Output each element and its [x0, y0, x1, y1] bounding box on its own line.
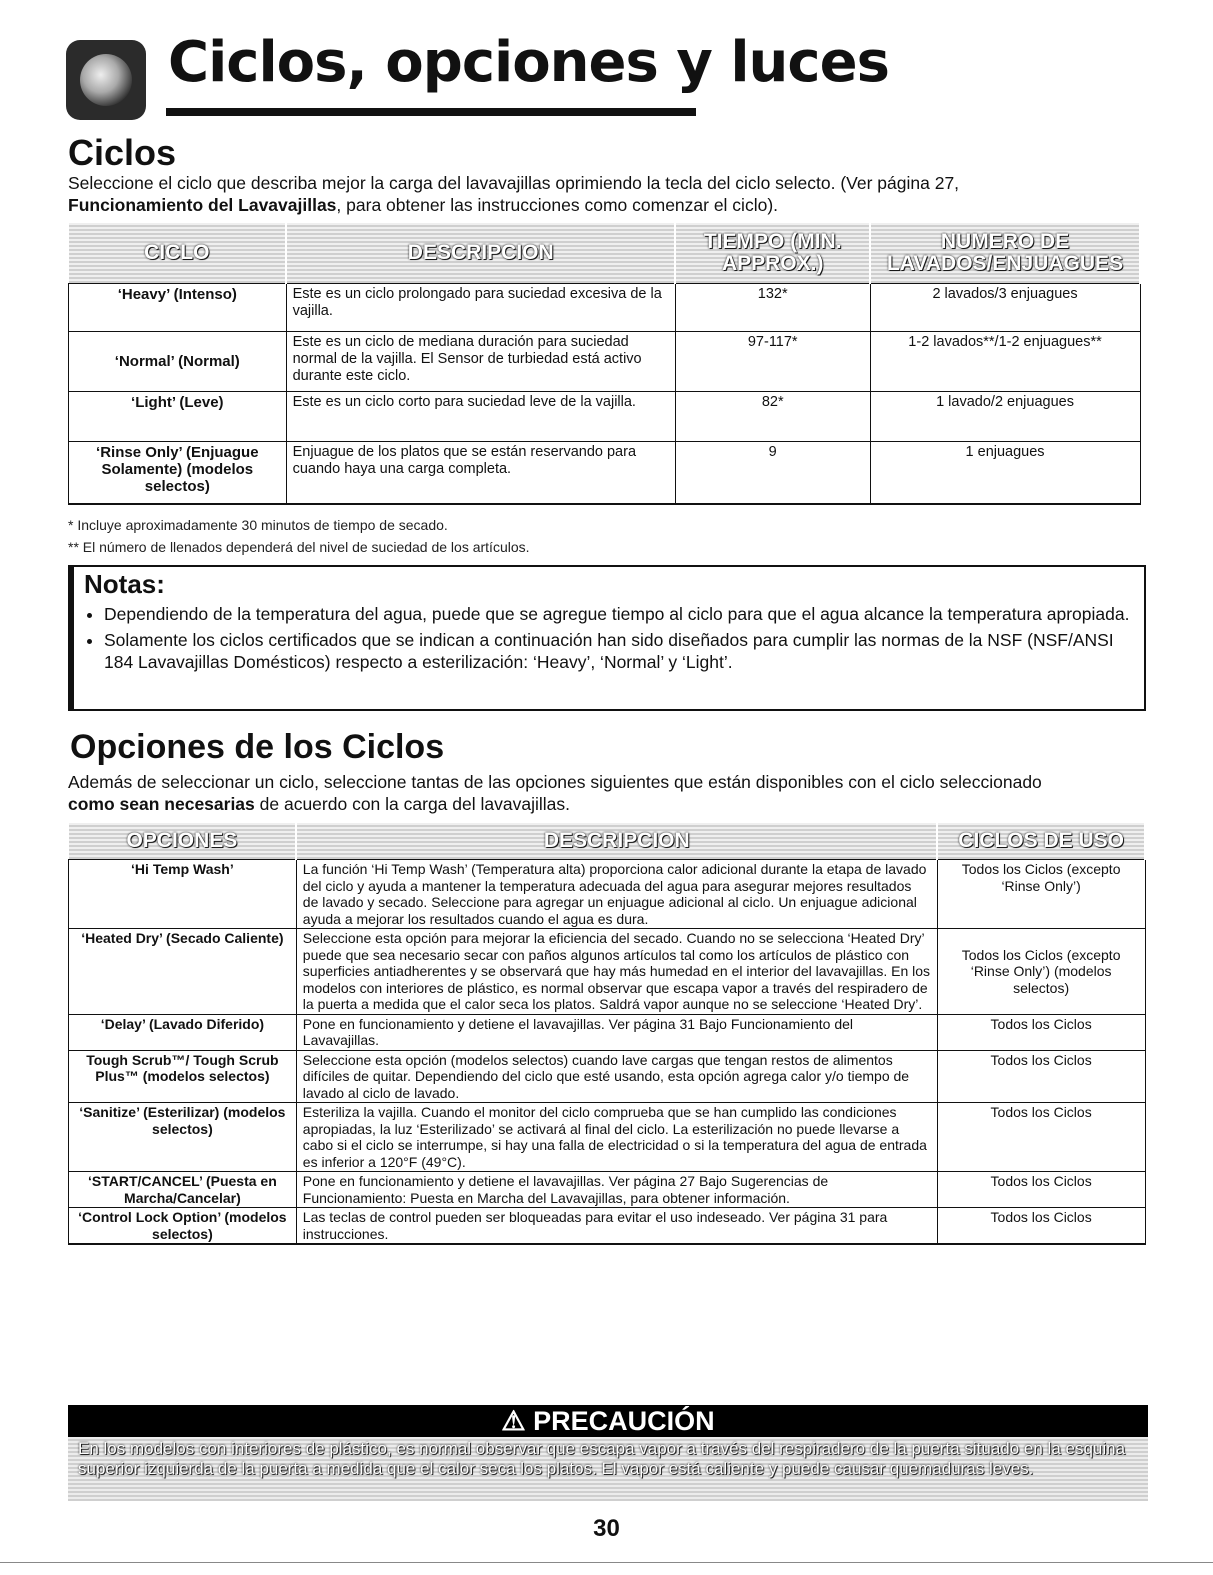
option-description: Esteriliza la vajilla. Cuando el monitor del ciclo comprueba que se han cumplido las condiciones apropiadas, la luz ‘Esterilizado’ se activará al final del ciclo. La esterilización no puede llevarse a cabo si el ciclo se interrumpe, si hay una falla de electricidad o si la temperatura del agua de entrada es inferior a 120°F (49°C). [296, 1103, 937, 1172]
cycle-washes: 1 lavado/2 enjuagues [870, 392, 1140, 442]
cycle-washes: 2 lavados/3 enjuagues [870, 284, 1140, 332]
cycle-name: ‘Rinse Only’ (Enjuague Solamente) (modelos selectos) [69, 442, 287, 504]
option-description: Las teclas de control pueden ser bloqueadas para evitar el uso indeseado. Ver página 31 para instrucciones. [296, 1208, 937, 1245]
caution-title: ⚠ PRECAUCIÓN [68, 1405, 1148, 1437]
notes-list [82, 603, 1144, 677]
option-cycles: Todos los Ciclos [937, 1103, 1145, 1172]
table-row [69, 332, 1141, 392]
cycles-table [68, 223, 1141, 505]
cycle-time: 132* [675, 284, 870, 332]
options-intro-text-2: de acuerdo con la carga del lavavajillas. [254, 794, 570, 814]
cycle-washes: 1 enjuagues [870, 442, 1140, 504]
cycle-washes: 1-2 lavados**/1-2 enjuagues** [870, 332, 1140, 392]
table-row [69, 442, 1141, 504]
option-cycles: Todos los Ciclos [937, 1050, 1145, 1103]
col-header-washes: NUMERO DE LAVADOS/ENJUAGUES [870, 223, 1140, 284]
option-cycles: Todos los Ciclos [937, 1208, 1145, 1245]
option-name: ‘Heated Dry’ (Secado Caliente) [69, 929, 297, 1015]
option-name: Tough Scrub™/ Tough Scrub Plus™ (modelos selectos) [69, 1050, 297, 1103]
cycle-icon [66, 40, 146, 120]
options-intro-bold: como sean necesarias [68, 794, 255, 814]
table-row [69, 1208, 1146, 1245]
cycle-time: 9 [675, 442, 870, 504]
table-row [69, 284, 1141, 332]
cycles-heading: Ciclos [68, 132, 177, 173]
col-header-cycles: CICLOS DE USO [937, 823, 1145, 860]
notes-heading: Notas: [84, 569, 165, 599]
col-header-options: OPCIONES [69, 823, 297, 860]
caution-text: En los modelos con interiores de plástico, es normal observar que escapa vapor a través del respiradero de la puerta situado en la esquina superior izquierda de la puerta a medida que el calor seca los platos. El vapor está caliente y puede causar quemaduras leves. [78, 1439, 1126, 1478]
option-description: Seleccione esta opción (modelos selectos) cuando lave cargas que tengan restos de alimentos difíciles de quitar. Dependiendo del ciclo que esté usando, esta opción agrega calor y/o tiempo de lavado al ciclo de lavado. [296, 1050, 937, 1103]
list-item: • Solamente los ciclos certificados que se indican a continuación han sido diseñados para cumplir las normas de la NSF (NSF/ANSI 184 Lavavajillas Domésticos) respecto a esterilización: ‘Heavy’, ‘Normal’ y ‘Light’. [104, 629, 1144, 673]
table-row [69, 1050, 1146, 1103]
cycle-time: 82* [675, 392, 870, 442]
cycle-name: ‘Normal’ (Normal) [69, 332, 287, 392]
option-description: Seleccione esta opción para mejorar la eficiencia del secado. Cuando no se selecciona ‘Heated Dry’ puede que sea necesario secar con paños algunos artículos tal como los artículos de plástico con superficies antiadherentes y se observará que hay más humedad en el interior del lavavajillas. En los modelos con interiores de plástico, es normal observar que escapa vapor a través del respiradero de la puerta a medida que el calor seca los platos. Saldrá vapor aunque no se seleccione ‘Heated Dry’. [296, 929, 937, 1015]
page-title: Ciclos, opciones y luces [168, 30, 889, 95]
list-item: • Dependiendo de la temperatura del agua, puede que se agregue tiempo al ciclo para que el agua alcance la temperatura apropiada. [104, 603, 1144, 625]
option-cycles: Todos los Ciclos [937, 1014, 1145, 1050]
cycle-name: ‘Heavy’ (Intenso) [69, 284, 287, 332]
cycle-description: Este es un ciclo de mediana duración para suciedad normal de la vajilla. El Sensor de turbiedad está activo durante este ciclo. [286, 332, 675, 392]
table-row [69, 1014, 1146, 1050]
table-row [69, 392, 1141, 442]
title-underline [166, 108, 696, 116]
options-intro-text-1: Además de seleccionar un ciclo, seleccione tantas de las opciones siguientes que están disponibles con el ciclo seleccionado [68, 772, 1042, 792]
option-cycles: Todos los Ciclos (excepto ‘Rinse Only’) [937, 860, 1145, 929]
options-table [68, 823, 1146, 1245]
cycle-description: Enjuague de los platos que se están reservando para cuando haya una carga completa. [286, 442, 675, 504]
caution-box [68, 1405, 1148, 1501]
table-row [69, 1172, 1146, 1208]
col-header-cycle: CICLO [69, 223, 287, 284]
options-heading: Opciones de los Ciclos [70, 728, 445, 766]
cycles-intro-text-2: , para obtener las instrucciones como comenzar el ciclo). [336, 195, 779, 215]
cycle-description: Este es un ciclo corto para suciedad leve de la vajilla. [286, 392, 675, 442]
option-name: ‘Hi Temp Wash’ [69, 860, 297, 929]
cycles-intro-text-1: Seleccione el ciclo que describa mejor la carga del lavavajillas oprimiendo la tecla del ciclo selecto. (Ver página 27, [68, 173, 960, 193]
option-description: La función ‘Hi Temp Wash’ (Temperatura alta) proporciona calor adicional durante la etapa de lavado del ciclo y ayuda a mantener la temperatura adecuada del agua para asegurar mejores resultados de lavado y secado. Seleccione para agregar un enjuague adicional al ciclo. Un enjuague adicional ayuda a mejorar los resultados cuando el agua es dura. [296, 860, 937, 929]
option-cycles: Todos los Ciclos [937, 1172, 1145, 1208]
notes-box [68, 565, 1146, 711]
cycles-intro [68, 172, 1148, 216]
cycle-description: Este es un ciclo prolongado para suciedad excesiva de la vajilla. [286, 284, 675, 332]
option-description: Pone en funcionamiento y detiene el lavavajillas. Ver página 31 Bajo Funcionamiento del Lavavajillas. [296, 1014, 937, 1050]
option-name: ‘Delay’ (Lavado Diferido) [69, 1014, 297, 1050]
page-number: 30 [593, 1515, 620, 1542]
table-row [69, 860, 1146, 929]
col-header-description: DESCRIPCION [296, 823, 937, 860]
cycles-intro-bold: Funcionamiento del Lavavajillas [68, 195, 337, 215]
col-header-time: TIEMPO (MIN. APPROX.) [675, 223, 870, 284]
options-intro [68, 771, 1148, 815]
footnote-fills: ** El número de llenados dependerá del nivel de suciedad de los artículos. [68, 539, 530, 555]
table-row [69, 1103, 1146, 1172]
cycle-name: ‘Light’ (Leve) [69, 392, 287, 442]
option-name: ‘START/CANCEL’ (Puesta en Marcha/Cancelar) [69, 1172, 297, 1208]
option-name: ‘Sanitize’ (Esterilizar) (modelos selectos) [69, 1103, 297, 1172]
option-cycles: Todos los Ciclos (excepto ‘Rinse Only’) (modelos selectos) [937, 929, 1145, 1015]
footnote-drying-time: * Incluye aproximadamente 30 minutos de tiempo de secado. [68, 517, 448, 533]
table-row [69, 929, 1146, 1015]
option-name: ‘Control Lock Option’ (modelos selectos) [69, 1208, 297, 1245]
divider [0, 1562, 1213, 1563]
col-header-description: DESCRIPCION [286, 223, 675, 284]
option-description: Pone en funcionamiento y detiene el lavavajillas. Ver página 27 Bajo Sugerencias de Funcionamiento: Puesta en Marcha del Lavavajillas, para obtener información. [296, 1172, 937, 1208]
cycle-time: 97-117* [675, 332, 870, 392]
